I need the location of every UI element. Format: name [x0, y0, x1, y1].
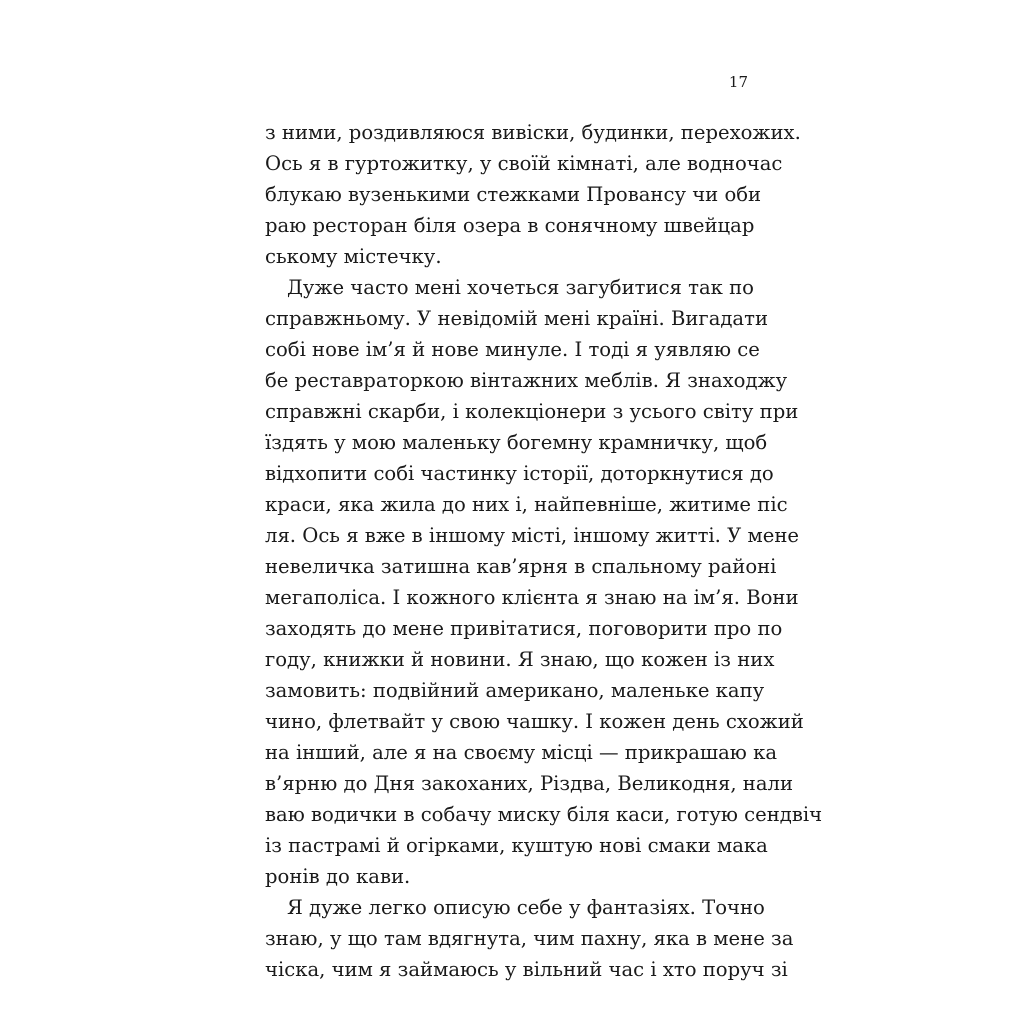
text-line: з ними, роздивляюся вивіски, будинки, перехожих. [265, 121, 801, 144]
text-line: чіска, чим я займаюсь у вільний час і хто поруч зі [265, 958, 788, 981]
page-number: 17 [728, 73, 748, 91]
text-line: заходять до мене привітатися, поговорити про по [265, 617, 783, 640]
text-line: Я дуже легко описую себе у фантазіях. Точно [287, 896, 765, 919]
text-line: в’ярню до Дня закоханих, Різдва, Великодня, нали [265, 772, 794, 795]
text-line: справжньому. У невідомій мені країні. Вигадати [265, 307, 769, 330]
text-line: знаю, у що там вдягнута, чим пахну, яка в мене за [265, 927, 794, 950]
text-line: Ось я в гуртожитку, у своїй кімнаті, але водночас [265, 152, 783, 175]
text-line: із пастрамі й огірками, куштую нові смаки мака [265, 834, 768, 857]
text-line: ваю водички в собачу миску біля каси, готую сендвіч [265, 803, 823, 826]
text-line: ському містечку. [265, 245, 442, 268]
text-line: раю ресторан біля озера в сонячному швейцар [265, 214, 755, 237]
text-line: краси, яка жила до них і, найпевніше, житиме піс [265, 493, 788, 516]
text-line: відхопити собі частинку історії, доторкнутися до [265, 462, 774, 485]
text-line: ронів до кави. [265, 865, 411, 888]
text-line: невеличка затишна кав’ярня в спальному районі [265, 555, 777, 578]
text-line: блукаю вузенькими стежками Провансу чи оби [265, 183, 762, 206]
text-line: мегаполіса. І кожного клієнта я знаю на ім’я. Вони [265, 586, 799, 609]
text-line: замовить: подвійний американо, маленьке капу [265, 679, 765, 702]
text-line: ля. Ось я вже в іншому місті, іншому житті. У мене [265, 524, 800, 547]
text-line: Дуже часто мені хочеться загубитися так по [287, 276, 754, 299]
text-line: бе реставраторкою вінтажних меблів. Я знаходжу [265, 369, 788, 392]
text-line: году, книжки й новини. Я знаю, що кожен із них [265, 648, 775, 671]
text-line: собі нове ім’я й нове минуле. І тоді я уявляю се [265, 338, 760, 361]
text-line: чино, флетвайт у свою чашку. І кожен день схожий [265, 710, 804, 733]
text-line: справжні скарби, і колекціонери з усього світу при [265, 400, 799, 423]
body-text [265, 117, 823, 985]
text-line: на інший, але я на своєму місці — прикрашаю ка [265, 741, 778, 764]
text-line: їздять у мою маленьку богемну крамничку, щоб [265, 431, 768, 454]
